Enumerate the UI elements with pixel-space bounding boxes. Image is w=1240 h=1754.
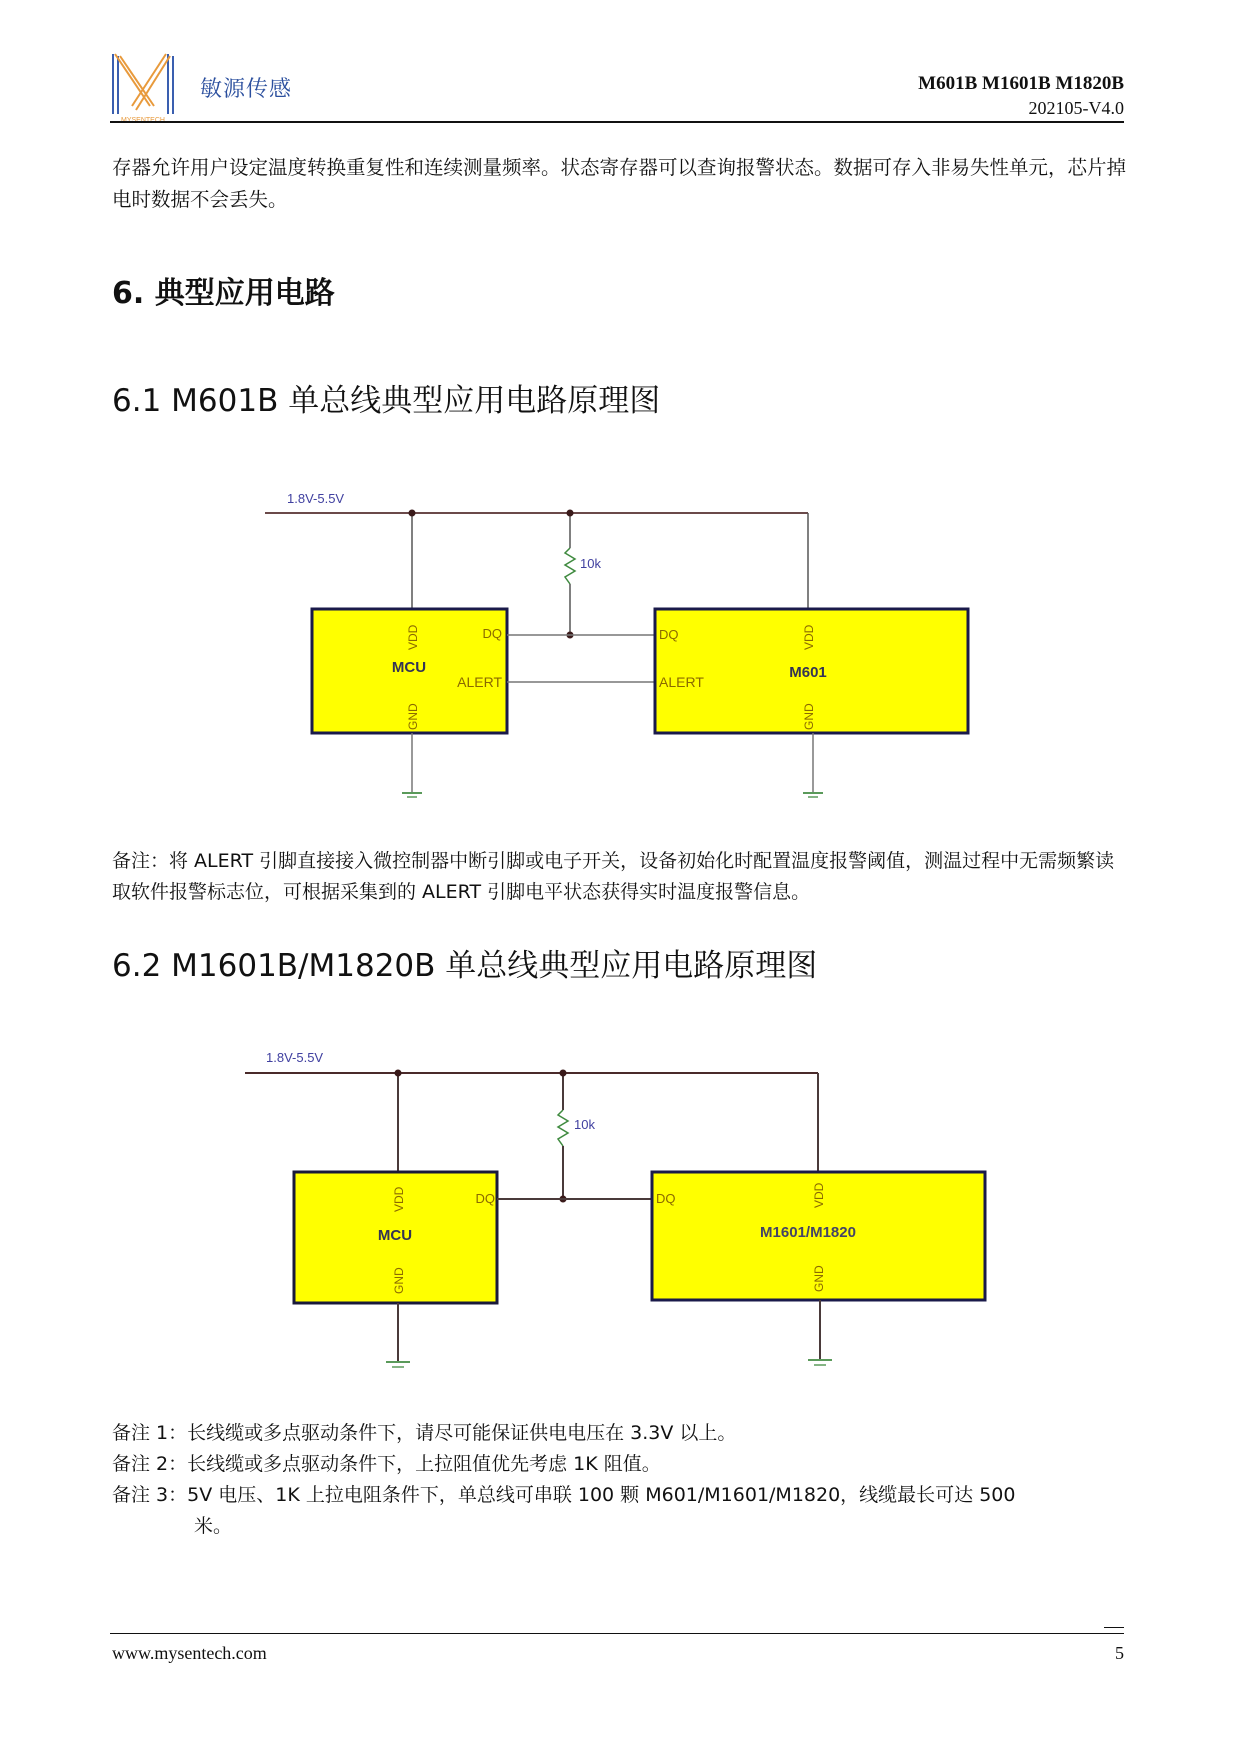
resistor-label: 10k (580, 556, 601, 571)
mcu-alert-pin: ALERT (457, 674, 502, 690)
notes-6-2 (112, 1418, 1132, 1542)
supply-voltage-label: 1.8V-5.5V (287, 491, 345, 506)
junction-dot (560, 1070, 567, 1077)
m1601-dq-pin: DQ (656, 1191, 676, 1206)
mcu-dq-pin: DQ (482, 626, 502, 641)
m601-label: M601 (789, 664, 827, 681)
note-6-1: 备注：将 ALERT 引脚直接接入微控制器中断引脚或电子开关，设备初始化时配置温度报警阈值，测温过程中无需频繁读取软件报警标志位，可根据采集到的 ALERT 引脚电平状态获得实时温度报警信息。 (112, 850, 1115, 903)
m601-alert-pin: ALERT (659, 674, 704, 690)
resistor-icon (558, 1110, 568, 1146)
junction-dot (395, 1070, 402, 1077)
note-2: 备注 2：长线缆或多点驱动条件下，上拉阻值优先考虑 1K 阻值。 (112, 1453, 661, 1475)
note-1: 备注 1：长线缆或多点驱动条件下，请尽可能保证供电电压在 3.3V 以上。 (112, 1422, 737, 1444)
m1601-vdd-pin: VDD (812, 1182, 826, 1208)
mcu-vdd-pin: VDD (392, 1186, 406, 1212)
m1601-m1820-label: M1601/M1820 (760, 1224, 856, 1241)
m601-gnd-pin: GND (802, 703, 816, 730)
note-3: 备注 3：5V 电压、1K 上拉电阻条件下，单总线可串联 100 颗 M601/M1601/M1820，线缆最长可达 500 (112, 1484, 1016, 1506)
mcu-gnd-pin: GND (392, 1267, 406, 1294)
page-number-rule (1104, 1627, 1124, 1628)
m601-vdd-pin: VDD (802, 624, 816, 650)
mcu-vdd-pin: VDD (406, 624, 420, 650)
note-3-continuation: 米。 (194, 1515, 233, 1537)
mcu-gnd-pin: GND (406, 703, 420, 730)
mcu-dq-pin: DQ (475, 1191, 495, 1206)
logo-text: 敏源传感 (200, 77, 293, 102)
subsection-heading-6-2: 6.2 M1601B/M1820B 单总线典型应用电路原理图 (112, 948, 818, 984)
resistor-label: 10k (574, 1117, 595, 1132)
document-version: 202105-V4.0 (1028, 98, 1124, 118)
footer-divider (110, 1633, 1124, 1634)
intro-paragraph: 存器允许用户设定温度转换重复性和连续测量频率。状态寄存器可以查询报警状态。数据可存入非易失性单元，芯片掉电时数据不会丢失。 (112, 156, 1127, 211)
page-number: 5 (1115, 1643, 1124, 1663)
section-heading: 6. 典型应用电路 (112, 276, 335, 311)
footer-website: www.mysentech.com (112, 1643, 267, 1663)
mcu-label: MCU (391, 659, 427, 676)
subsection-heading-6-1: 6.1 M601B 单总线典型应用电路原理图 (112, 383, 661, 419)
mcu-label: MCU (377, 1227, 413, 1244)
m1601-gnd-pin: GND (812, 1265, 826, 1292)
m601-dq-pin: DQ (659, 627, 679, 642)
document-title: M601B M1601B M1820B (918, 73, 1124, 94)
supply-voltage-label: 1.8V-5.5V (266, 1050, 324, 1065)
